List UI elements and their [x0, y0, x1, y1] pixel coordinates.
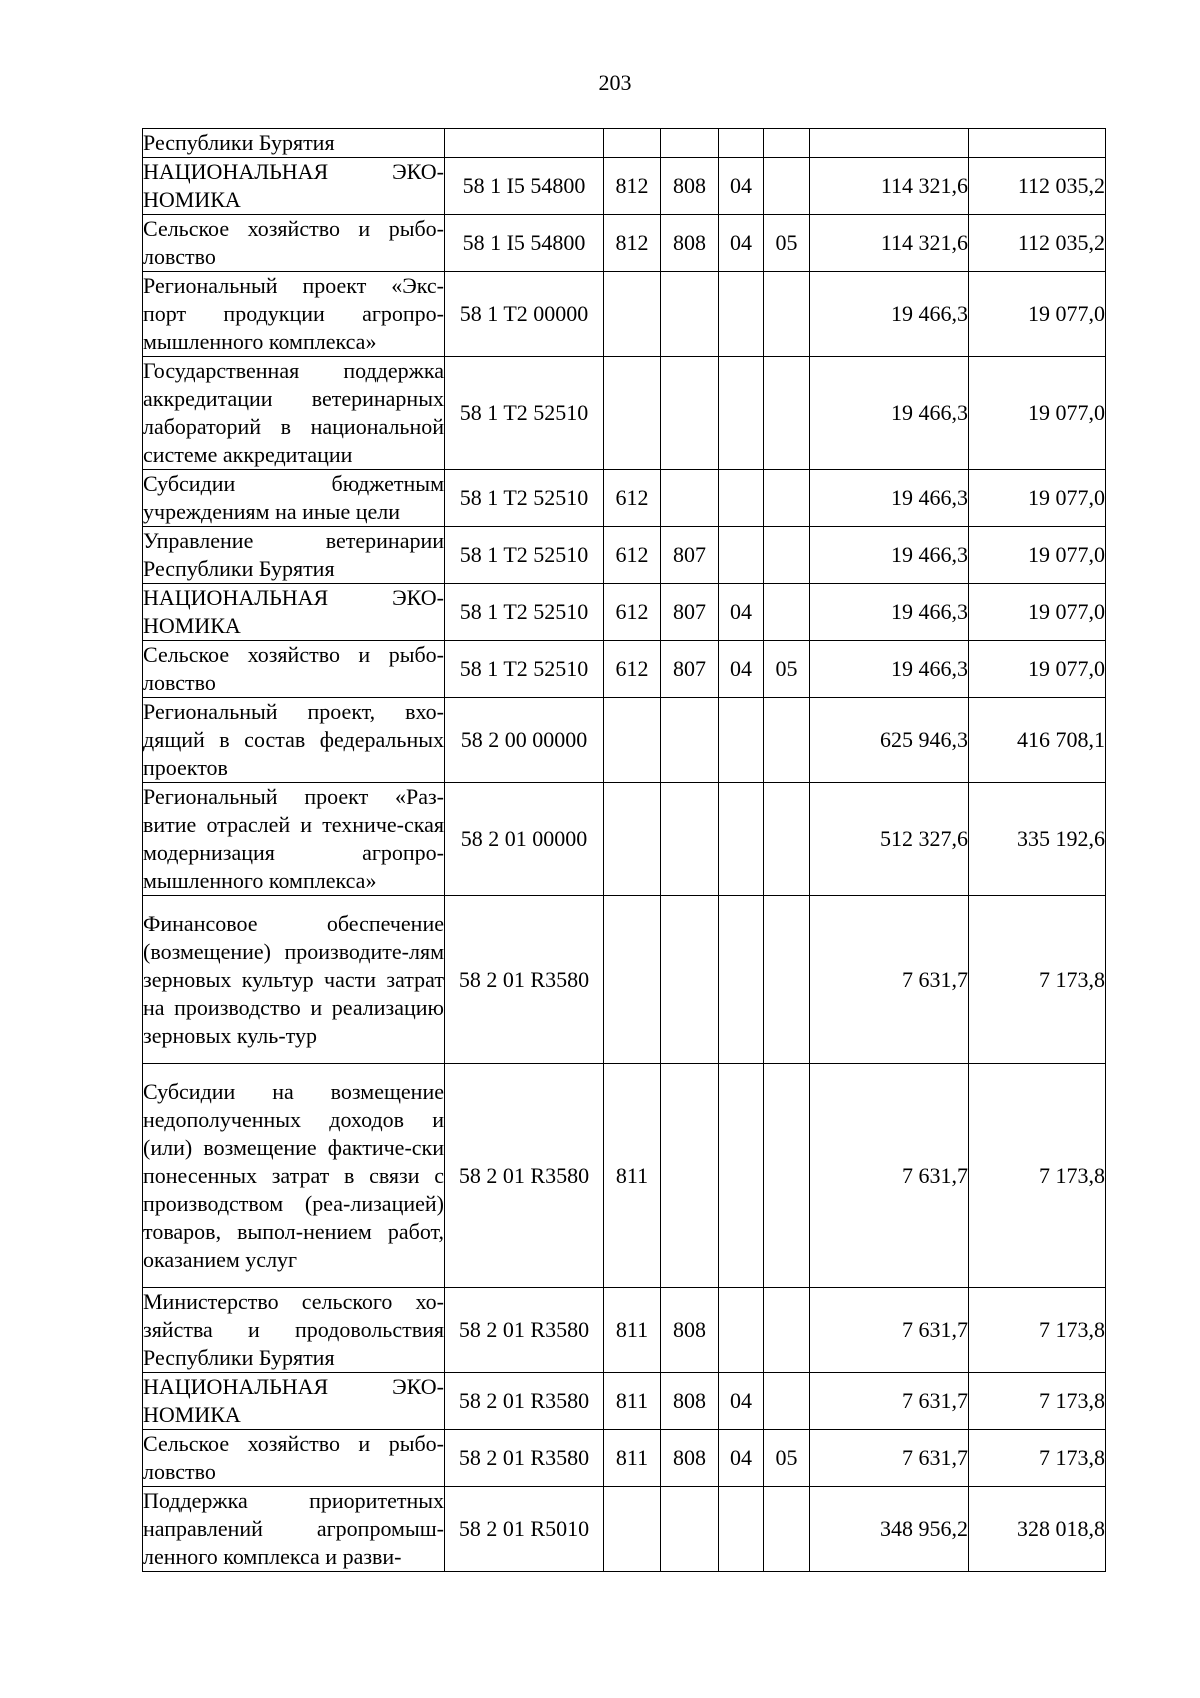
- cell-pr: [764, 783, 810, 896]
- cell-sum-2: [969, 129, 1106, 158]
- cell-vr: 811: [604, 1373, 661, 1430]
- cell-pr: [764, 158, 810, 215]
- cell-sum-2: 7 173,8: [969, 1430, 1106, 1487]
- table-row: [143, 896, 1106, 1064]
- table-row: [143, 527, 1106, 584]
- cell-sum-2: 7 173,8: [969, 1064, 1106, 1288]
- cell-name: Субсидии бюджетным учреждениям на иные цели: [143, 470, 445, 527]
- cell-rz: [719, 1064, 764, 1288]
- cell-sum-1: 19 466,3: [810, 272, 969, 357]
- cell-sum-1: 114 321,6: [810, 158, 969, 215]
- cell-grbs: 807: [661, 527, 719, 584]
- cell-name: Региональный проект «Раз-витие отраслей и техниче-ская модернизация агропро-мышленного комплекса»: [143, 783, 445, 896]
- cell-code: 58 2 01 R3580: [445, 1373, 604, 1430]
- cell-grbs: [661, 357, 719, 470]
- cell-grbs: [661, 698, 719, 783]
- cell-vr: 612: [604, 527, 661, 584]
- cell-sum-1: 7 631,7: [810, 1064, 969, 1288]
- table-row: [143, 1288, 1106, 1373]
- page-number: 203: [598, 70, 632, 95]
- cell-vr: [604, 698, 661, 783]
- cell-vr: [604, 896, 661, 1064]
- cell-sum-1: 19 466,3: [810, 357, 969, 470]
- cell-sum-2: 112 035,2: [969, 158, 1106, 215]
- cell-vr: 811: [604, 1430, 661, 1487]
- cell-name: НАЦИОНАЛЬНАЯ ЭКО-НОМИКА: [143, 584, 445, 641]
- cell-grbs: [661, 1487, 719, 1572]
- cell-name: Субсидии на возмещение недополученных доходов и (или) возмещение фактиче-ски понесенных затрат в связи с производством (реа-лизацией) товаров, выпол-нением работ, оказанием услуг: [143, 1064, 445, 1288]
- table-row: [143, 215, 1106, 272]
- cell-code: 58 1 I5 54800: [445, 215, 604, 272]
- cell-code: 58 1 T2 52510: [445, 527, 604, 584]
- cell-sum-2: 7 173,8: [969, 1288, 1106, 1373]
- cell-sum-1: 348 956,2: [810, 1487, 969, 1572]
- cell-rz: [719, 272, 764, 357]
- cell-rz: [719, 129, 764, 158]
- cell-code: 58 1 T2 52510: [445, 357, 604, 470]
- cell-sum-1: 7 631,7: [810, 1373, 969, 1430]
- cell-name: Управление ветеринарии Республики Бурятия: [143, 527, 445, 584]
- table-row: [143, 584, 1106, 641]
- cell-sum-2: 19 077,0: [969, 584, 1106, 641]
- cell-name: Финансовое обеспечение (возмещение) производите-лям зерновых культур части затрат на производство и реализацию зерновых куль-тур: [143, 896, 445, 1064]
- cell-grbs: 808: [661, 1430, 719, 1487]
- cell-rz: [719, 1288, 764, 1373]
- cell-code: 58 1 T2 52510: [445, 470, 604, 527]
- cell-vr: [604, 1487, 661, 1572]
- cell-pr: [764, 129, 810, 158]
- cell-vr: [604, 129, 661, 158]
- cell-sum-1: 7 631,7: [810, 1288, 969, 1373]
- table-row: [143, 272, 1106, 357]
- cell-code: 58 2 01 R3580: [445, 1288, 604, 1373]
- cell-code: 58 2 00 00000: [445, 698, 604, 783]
- cell-vr: 612: [604, 470, 661, 527]
- cell-name: Поддержка приоритетных направлений агропромыш-ленного комплекса и разви-: [143, 1487, 445, 1572]
- cell-sum-2: 7 173,8: [969, 1373, 1106, 1430]
- cell-grbs: [661, 1064, 719, 1288]
- cell-pr: 05: [764, 641, 810, 698]
- cell-pr: [764, 584, 810, 641]
- cell-sum-2: 7 173,8: [969, 896, 1106, 1064]
- cell-name: Сельское хозяйство и рыбо-ловство: [143, 641, 445, 698]
- table-row: [143, 783, 1106, 896]
- cell-rz: [719, 896, 764, 1064]
- cell-vr: [604, 357, 661, 470]
- cell-name: Государственная поддержка аккредитации ветеринарных лабораторий в национальной системе аккредитации: [143, 357, 445, 470]
- table-row: [143, 470, 1106, 527]
- cell-rz: 04: [719, 1430, 764, 1487]
- cell-pr: [764, 1288, 810, 1373]
- cell-grbs: [661, 896, 719, 1064]
- cell-sum-2: 335 192,6: [969, 783, 1106, 896]
- cell-sum-1: 19 466,3: [810, 641, 969, 698]
- cell-rz: 04: [719, 215, 764, 272]
- cell-vr: 811: [604, 1064, 661, 1288]
- cell-sum-2: 328 018,8: [969, 1487, 1106, 1572]
- cell-pr: [764, 272, 810, 357]
- cell-rz: [719, 783, 764, 896]
- table-row: [143, 1487, 1106, 1572]
- cell-grbs: [661, 470, 719, 527]
- cell-sum-2: 19 077,0: [969, 357, 1106, 470]
- cell-sum-1: 114 321,6: [810, 215, 969, 272]
- cell-sum-2: 19 077,0: [969, 641, 1106, 698]
- table-row: [143, 698, 1106, 783]
- cell-grbs: [661, 783, 719, 896]
- table-row: [143, 129, 1106, 158]
- cell-code: 58 2 01 R5010: [445, 1487, 604, 1572]
- cell-code: [445, 129, 604, 158]
- cell-pr: [764, 896, 810, 1064]
- cell-name: Министерство сельского хо-зяйства и продовольствия Республики Бурятия: [143, 1288, 445, 1373]
- table-row: [143, 158, 1106, 215]
- cell-rz: [719, 1487, 764, 1572]
- cell-rz: [719, 357, 764, 470]
- cell-rz: 04: [719, 158, 764, 215]
- cell-code: 58 2 01 R3580: [445, 896, 604, 1064]
- cell-rz: [719, 527, 764, 584]
- cell-code: 58 1 T2 52510: [445, 641, 604, 698]
- budget-table: [142, 128, 1106, 1572]
- cell-grbs: 807: [661, 584, 719, 641]
- cell-rz: 04: [719, 1373, 764, 1430]
- cell-code: 58 2 01 R3580: [445, 1430, 604, 1487]
- cell-pr: [764, 527, 810, 584]
- table-body: [143, 129, 1106, 1572]
- cell-code: 58 1 I5 54800: [445, 158, 604, 215]
- cell-rz: [719, 698, 764, 783]
- table-row: [143, 1064, 1106, 1288]
- cell-pr: [764, 1373, 810, 1430]
- cell-name: Сельское хозяйство и рыбо-ловство: [143, 215, 445, 272]
- cell-grbs: 807: [661, 641, 719, 698]
- cell-sum-1: 19 466,3: [810, 527, 969, 584]
- cell-pr: [764, 1487, 810, 1572]
- cell-sum-1: 19 466,3: [810, 470, 969, 527]
- cell-vr: 812: [604, 158, 661, 215]
- cell-name: НАЦИОНАЛЬНАЯ ЭКО-НОМИКА: [143, 158, 445, 215]
- cell-rz: 04: [719, 641, 764, 698]
- table-row: [143, 641, 1106, 698]
- cell-pr: [764, 357, 810, 470]
- table-row: [143, 357, 1106, 470]
- cell-pr: 05: [764, 1430, 810, 1487]
- cell-vr: [604, 272, 661, 357]
- cell-code: 58 1 T2 00000: [445, 272, 604, 357]
- cell-sum-2: 19 077,0: [969, 470, 1106, 527]
- cell-grbs: 808: [661, 1373, 719, 1430]
- cell-pr: [764, 1064, 810, 1288]
- cell-sum-2: 416 708,1: [969, 698, 1106, 783]
- cell-name: Сельское хозяйство и рыбо-ловство: [143, 1430, 445, 1487]
- cell-grbs: 808: [661, 158, 719, 215]
- cell-name: Региональный проект, вхо-дящий в состав федеральных проектов: [143, 698, 445, 783]
- cell-vr: 812: [604, 215, 661, 272]
- cell-rz: 04: [719, 584, 764, 641]
- cell-rz: [719, 470, 764, 527]
- cell-vr: 612: [604, 584, 661, 641]
- cell-sum-1: 7 631,7: [810, 1430, 969, 1487]
- cell-grbs: 808: [661, 1288, 719, 1373]
- cell-pr: 05: [764, 215, 810, 272]
- cell-sum-1: [810, 129, 969, 158]
- cell-sum-2: 112 035,2: [969, 215, 1106, 272]
- cell-pr: [764, 470, 810, 527]
- cell-grbs: 808: [661, 215, 719, 272]
- table-row: [143, 1430, 1106, 1487]
- cell-code: 58 1 T2 52510: [445, 584, 604, 641]
- cell-grbs: [661, 272, 719, 357]
- cell-code: 58 2 01 00000: [445, 783, 604, 896]
- cell-name: Республики Бурятия: [143, 129, 445, 158]
- cell-vr: [604, 783, 661, 896]
- cell-vr: 811: [604, 1288, 661, 1373]
- cell-sum-2: 19 077,0: [969, 527, 1106, 584]
- cell-code: 58 2 01 R3580: [445, 1064, 604, 1288]
- cell-name: НАЦИОНАЛЬНАЯ ЭКО-НОМИКА: [143, 1373, 445, 1430]
- cell-sum-1: 512 327,6: [810, 783, 969, 896]
- cell-pr: [764, 698, 810, 783]
- cell-vr: 612: [604, 641, 661, 698]
- cell-sum-1: 7 631,7: [810, 896, 969, 1064]
- cell-sum-1: 625 946,3: [810, 698, 969, 783]
- cell-name: Региональный проект «Экс-порт продукции агропро-мышленного комплекса»: [143, 272, 445, 357]
- cell-sum-1: 19 466,3: [810, 584, 969, 641]
- table-row: [143, 1373, 1106, 1430]
- cell-sum-2: 19 077,0: [969, 272, 1106, 357]
- cell-grbs: [661, 129, 719, 158]
